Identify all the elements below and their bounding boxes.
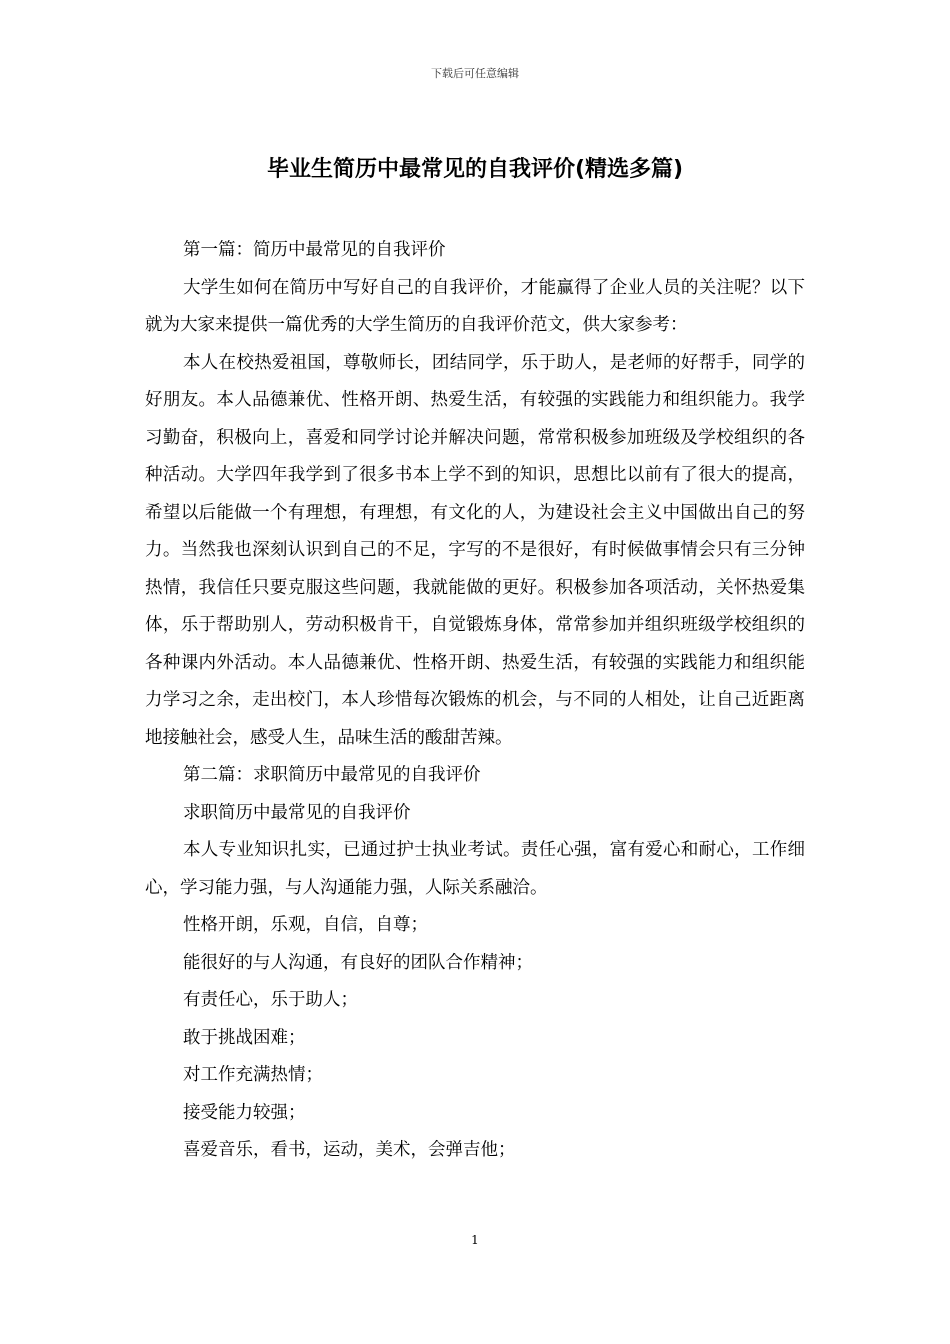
page-number: 1 (471, 1233, 479, 1247)
paragraph-intro: 大学生如何在简历中写好自己的自我评价，才能赢得了企业人员的关注呢？以下就为大家来提供一篇优秀的大学生简历的自我评价范文，供大家参考： (145, 277, 805, 335)
paragraph-sample-1: 本人在校热爱祖国，尊敬师长，团结同学，乐于助人，是老师的好帮手，同学的好朋友。本人品德兼优、性格开朗、热爱生活，有较强的实践能力和组织能力。我学习勤奋，积极向上，喜爱和同学讨论并解决问题，常常积极参加班级及学校组织的各种活动。大学四年我学到了很多书本上学不到的知识，思想比以前有了很大的提高，希望以后能做一个有理想，有理想，有文化的人，为建设社会主义中国做出自己的努力。当然我也深刻认识到自己的不足，字写的不是很好，有时候做事情会只有三分钟热情，我信任只要克服这些问题，我就能做的更好。积极参加各项活动，关怀热爱集体，乐于帮助别人，劳动积极肯干，自觉锻炼身体，常常参加并组织班级学校组织的各种课内外活动。本人品德兼优、性格开朗、热爱生活，有较强的实践能力和组织能力学习之余，走出校门，本人珍惜每次锻炼的机会，与不同的人相处，让自己近距离地接触社会，感受人生，品味生活的酸甜苦辣。 (145, 352, 805, 748)
document-title: 毕业生简历中最常见的自我评价(精选多篇) (266, 157, 684, 182)
list-item: 喜爱音乐，看书，运动，美术，会弹吉他； (183, 1140, 516, 1160)
subheading: 求职简历中最常见的自我评价 (183, 802, 411, 823)
page-header: 下载后可任意编辑 (431, 67, 519, 80)
section-heading-2: 第二篇：求职简历中最常见的自我评价 (183, 765, 481, 785)
list-item: 能很好的与人沟通，有良好的团队合作精神； (183, 952, 533, 973)
list-item: 对工作充满热情； (183, 1065, 323, 1085)
document-body (145, 232, 805, 1170)
section-heading-1: 第一篇：简历中最常见的自我评价 (183, 240, 446, 260)
list-item: 敢于挑战困难； (183, 1027, 306, 1048)
list-item: 接受能力较强； (183, 1102, 306, 1123)
paragraph-sample-2: 本人专业知识扎实，已通过护士执业考试。责任心强，富有爱心和耐心，工作细心，学习能力强，与人沟通能力强，人际关系融洽。 (145, 840, 805, 898)
list-item: 性格开朗，乐观，自信，自尊； (183, 915, 428, 935)
list-item: 有责任心，乐于助人； (183, 990, 358, 1010)
